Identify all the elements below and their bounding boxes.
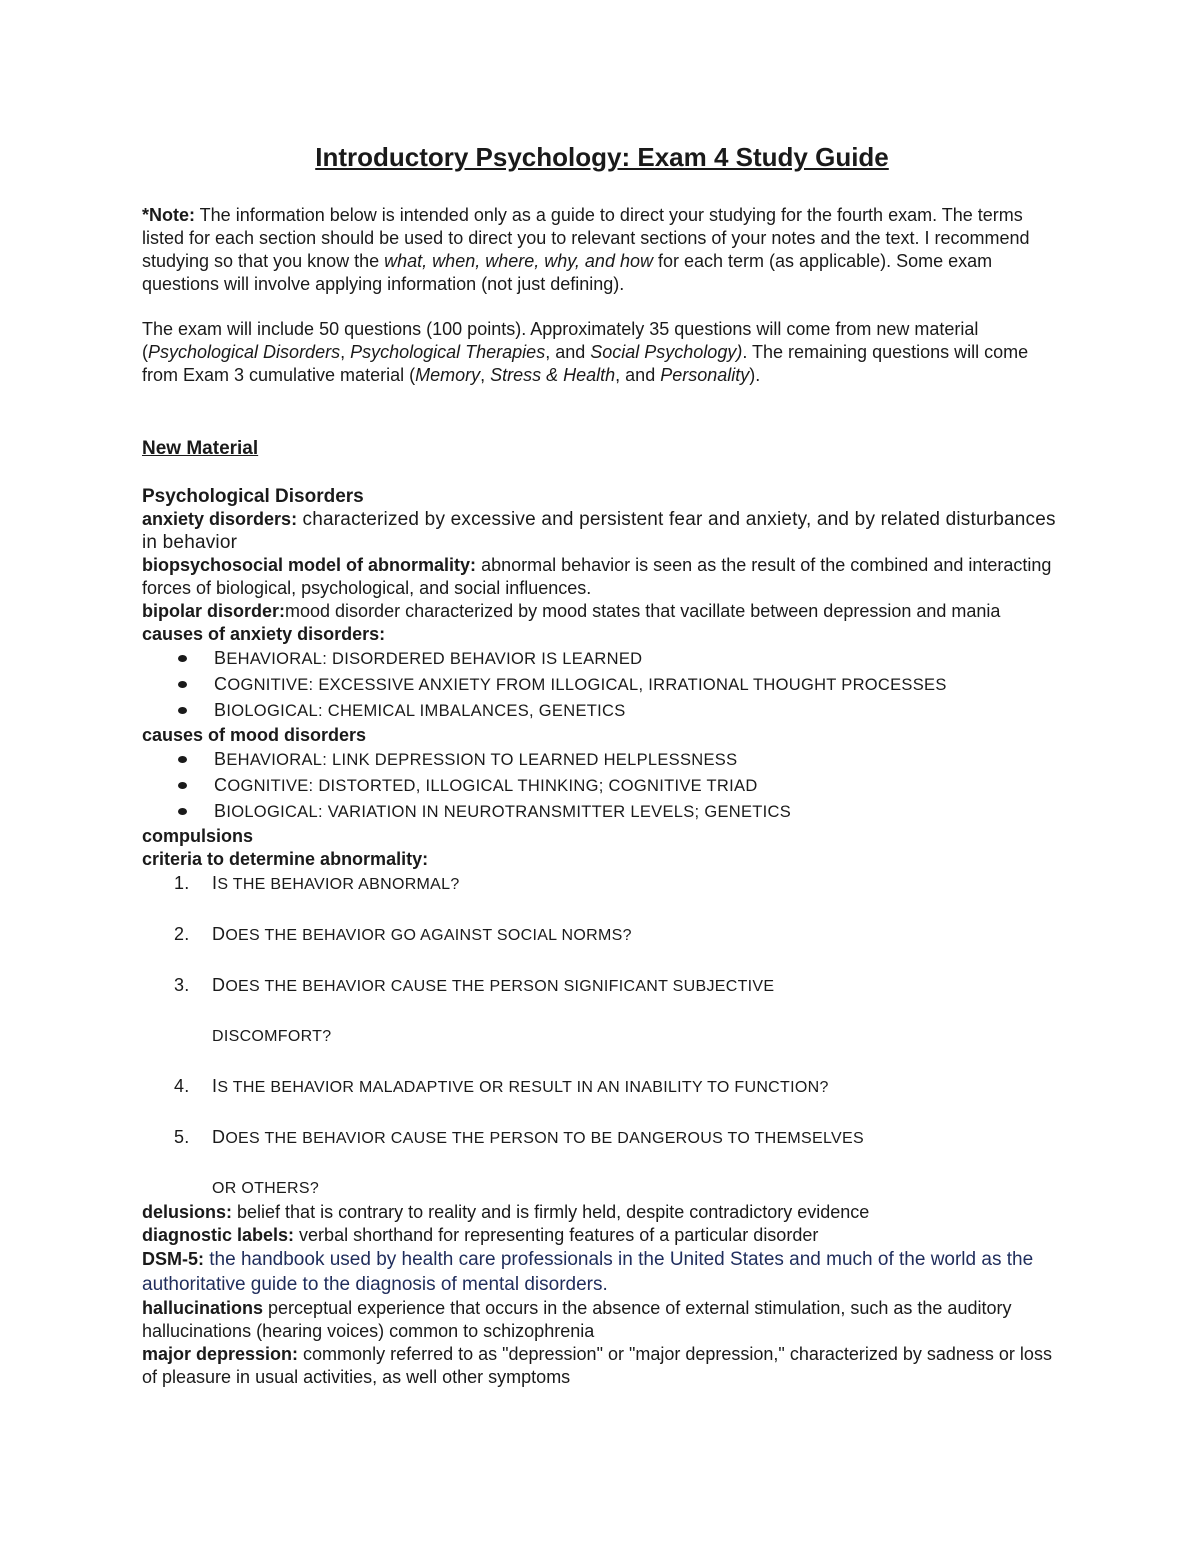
item-number: 3. xyxy=(174,975,190,995)
initial-cap: I xyxy=(212,1076,218,1096)
bullet-icon xyxy=(178,782,187,789)
term-bipolar xyxy=(142,600,1062,623)
item-text: IOLOGICAL: VARIATION IN NEUROTRANSMITTER LEVELS; GENETICS xyxy=(226,803,792,821)
item-text: OES THE BEHAVIOR GO AGAINST SOCIAL NORMS? xyxy=(225,927,632,944)
item-text: OES THE BEHAVIOR CAUSE THE PERSON TO BE DANGEROUS TO THEMSELVES xyxy=(225,1130,864,1147)
term-definition: the handbook used by health care professionals in the United States and much of the world as the authoritative guide to the diagnosis of mental disorders. xyxy=(142,1249,1034,1295)
term-biopsychosocial xyxy=(142,554,1062,600)
bullet-icon xyxy=(178,681,187,688)
term-causes-mood xyxy=(142,724,1062,747)
criteria-list xyxy=(142,871,1062,1201)
item-number: 2. xyxy=(174,924,190,944)
topic-psych-therapies: Psychological Therapies xyxy=(350,342,546,362)
term-definition: mood disorder characterized by mood states that vacillate between depression and mania xyxy=(285,601,1001,621)
term-label: biopsychosocial model of abnormality: xyxy=(142,555,477,575)
term-label: compulsions xyxy=(142,826,254,846)
note-emphasis: what, when, where, why, and how xyxy=(384,251,653,271)
list-item xyxy=(174,922,1062,948)
term-definition: abnormal behavior is seen as the result of the combined and interacting forces of biological, psychological, and social influences. xyxy=(142,555,1052,598)
term-delusions xyxy=(142,1201,1062,1224)
topic-stress-health: Stress & Health xyxy=(490,365,616,385)
item-number: 4. xyxy=(174,1076,190,1096)
topic-personality: Personality xyxy=(660,365,750,385)
initial-cap: D xyxy=(212,975,226,995)
item-text-continued: OR OTHERS? xyxy=(212,1180,320,1197)
initial-cap: D xyxy=(212,1127,226,1147)
list-item xyxy=(176,747,1062,773)
separator: , and xyxy=(545,342,591,362)
list-item xyxy=(176,773,1062,799)
term-label: hallucinations xyxy=(142,1298,264,1318)
item-text: S THE BEHAVIOR ABNORMAL? xyxy=(217,876,460,893)
exam-info-text: The exam will include 50 questions (100 points). Approximately 35 questions will come from new material ( xyxy=(142,319,979,362)
initial-cap: D xyxy=(212,924,226,944)
bullet-icon xyxy=(178,655,187,662)
item-text: S THE BEHAVIOR MALADAPTIVE OR RESULT IN AN INABILITY TO FUNCTION? xyxy=(217,1079,829,1096)
topic-memory: Memory xyxy=(415,365,481,385)
term-label: causes of anxiety disorders: xyxy=(142,624,386,644)
topic-social-psych: Social Psychology) xyxy=(590,342,743,362)
term-label: anxiety disorders: xyxy=(142,509,298,529)
causes-mood-list xyxy=(142,747,1062,825)
item-text: IOLOGICAL: CHEMICAL IMBALANCES, GENETICS xyxy=(226,702,626,720)
item-text: EHAVIORAL: LINK DEPRESSION TO LEARNED HELPLESSNESS xyxy=(226,751,738,769)
list-item xyxy=(176,698,1062,724)
term-criteria xyxy=(142,848,1062,871)
term-compulsions xyxy=(142,825,1062,848)
item-text: EHAVIORAL: DISORDERED BEHAVIOR IS LEARNED xyxy=(226,650,643,668)
note-label: *Note: xyxy=(142,205,195,225)
note-text: The information below is intended only as a guide to direct your studying for the fourth exam. The terms listed for each section should be used to direct you to relevant sections of your notes and the text. I recommend studying so that you know the xyxy=(142,205,1030,271)
separator: , xyxy=(340,342,351,362)
term-definition: characterized by excessive and persistent fear and anxiety, and by related disturbances in behavior xyxy=(142,509,1056,553)
term-label: diagnostic labels: xyxy=(142,1225,295,1245)
term-label: DSM-5: xyxy=(142,1249,204,1269)
item-text: OES THE BEHAVIOR CAUSE THE PERSON SIGNIFICANT SUBJECTIVE xyxy=(225,978,775,995)
list-item xyxy=(174,973,1062,1049)
initial-cap: B xyxy=(214,700,227,720)
term-definition: commonly referred to as "depression" or "major depression," characterized by sadness or loss of pleasure in usual activities, as well other symptoms xyxy=(142,1344,1052,1387)
bullet-icon xyxy=(178,808,187,815)
term-diagnostic-labels xyxy=(142,1224,1062,1247)
item-text: OGNITIVE: EXCESSIVE ANXIETY FROM ILLOGICAL, IRRATIONAL THOUGHT PROCESSES xyxy=(227,676,947,694)
term-definition: perceptual experience that occurs in the absence of external stimulation, such as the auditory hallucinations (hearing voices) common to schizophrenia xyxy=(142,1298,1012,1341)
exam-info-text-mid: . The remaining questions will come from Exam 3 cumulative material ( xyxy=(142,342,1029,385)
term-major-depression xyxy=(142,1343,1062,1389)
list-item xyxy=(174,1074,1062,1100)
separator: , xyxy=(480,365,491,385)
term-definition: belief that is contrary to reality and is firmly held, despite contradictory evidence xyxy=(232,1202,870,1222)
term-hallucinations xyxy=(142,1297,1062,1343)
term-label: bipolar disorder: xyxy=(142,601,286,621)
page-title: Introductory Psychology: Exam 4 Study Guide xyxy=(315,142,889,172)
causes-anxiety-list xyxy=(142,646,1062,724)
note-text-end: for each term (as applicable). Some exam questions will involve applying information (not just defining). xyxy=(142,251,993,294)
initial-cap: I xyxy=(212,873,218,893)
exam-info-text-end: ). xyxy=(749,365,761,385)
new-material-heading: New Material xyxy=(142,438,259,459)
term-label: delusions: xyxy=(142,1202,233,1222)
page-content xyxy=(142,140,1062,1389)
item-text: OGNITIVE: DISTORTED, ILLOGICAL THINKING; COGNITIVE TRIAD xyxy=(227,777,758,795)
term-causes-anxiety xyxy=(142,623,1062,646)
bullet-icon xyxy=(178,707,187,714)
term-dsm5 xyxy=(142,1247,1062,1297)
list-item xyxy=(176,672,1062,698)
term-anxiety-disorders xyxy=(142,508,1062,554)
item-number: 5. xyxy=(174,1127,190,1147)
list-item xyxy=(176,799,1062,825)
list-item xyxy=(176,646,1062,672)
item-text-continued: DISCOMFORT? xyxy=(212,1028,332,1045)
list-item xyxy=(174,871,1062,897)
psych-disorders-heading: Psychological Disorders xyxy=(142,486,364,507)
separator: , and xyxy=(615,365,661,385)
item-number: 1. xyxy=(174,873,190,893)
exam-info-paragraph xyxy=(142,318,1062,387)
term-label: causes of mood disorders xyxy=(142,725,367,745)
list-item xyxy=(174,1125,1062,1201)
term-label: criteria to determine abnormality: xyxy=(142,849,429,869)
initial-cap: C xyxy=(214,674,228,694)
topic-psych-disorders: Psychological Disorders xyxy=(148,342,341,362)
term-label: major depression: xyxy=(142,1344,299,1364)
initial-cap: B xyxy=(214,648,227,668)
bullet-icon xyxy=(178,756,187,763)
term-definition: verbal shorthand for representing features of a particular disorder xyxy=(294,1225,819,1245)
initial-cap: B xyxy=(214,801,227,821)
note-paragraph xyxy=(142,204,1062,296)
initial-cap: C xyxy=(214,775,228,795)
initial-cap: B xyxy=(214,749,227,769)
